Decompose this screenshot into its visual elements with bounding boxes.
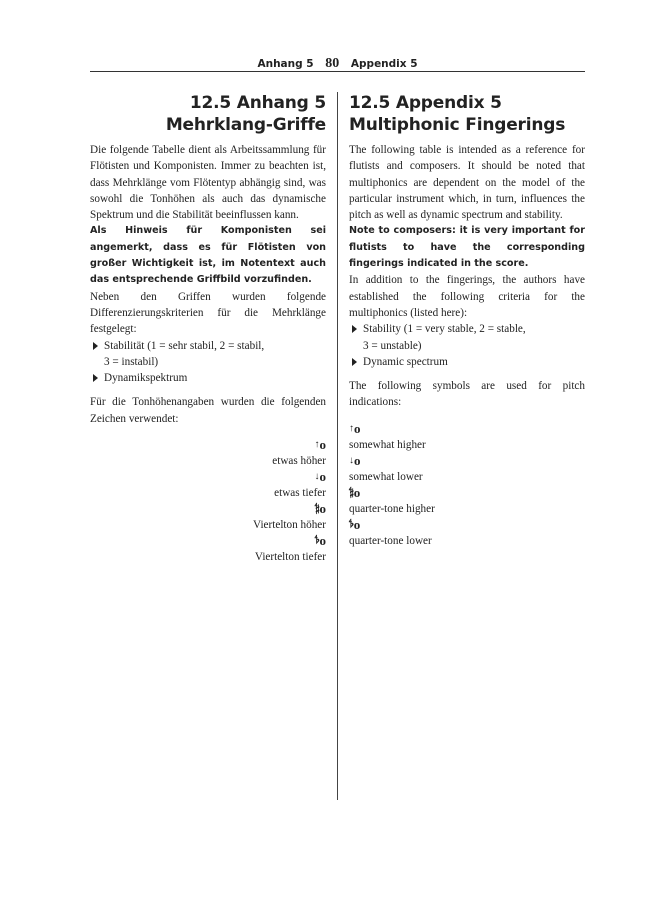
bullet-triangle-icon bbox=[352, 358, 357, 366]
symbol-label: etwas höher bbox=[272, 455, 326, 468]
english-intro-paragraph: The following table is intended as a reference for flutists and composers. It should be noted that multiphonics are dependent on the model of the particular instrument which, in turn, influences the pitch as well as dynamic spectrum and stability. bbox=[349, 144, 585, 222]
german-title-line2: Mehrklang-Griffe bbox=[165, 115, 326, 135]
bullet-triangle-icon bbox=[93, 342, 98, 350]
page-number: 80 bbox=[325, 56, 340, 71]
column-divider bbox=[337, 92, 338, 800]
quarter-flat-note-icon: 𝄳o bbox=[349, 516, 361, 532]
german-symbol-legend bbox=[90, 437, 326, 565]
symbol-label: quarter-tone lower bbox=[349, 534, 432, 547]
german-criteria-paragraph: Neben den Griffen wurden folgende Differenzierungskriterien für die Mehrklänge festgelegt: bbox=[90, 290, 326, 336]
symbol-label: somewhat lower bbox=[349, 470, 423, 483]
english-symbols-paragraph: The following symbols are used for pitch indications: bbox=[349, 380, 585, 409]
english-symbol-legend bbox=[349, 421, 585, 549]
symbol-entry bbox=[349, 421, 585, 453]
german-title-line1: 12.5 Anhang 5 bbox=[189, 93, 326, 113]
bullet-triangle-icon bbox=[352, 325, 357, 333]
symbol-entry bbox=[90, 501, 326, 533]
english-title-line1: 12.5 Appendix 5 bbox=[349, 93, 502, 113]
english-criteria-list bbox=[349, 321, 585, 370]
symbol-label: somewhat higher bbox=[349, 438, 426, 451]
german-symbols-paragraph: Für die Tonhöhenangaben wurden die folgenden Zeichen verwendet: bbox=[90, 396, 326, 425]
german-composer-note: Als Hinweis für Komponisten sei angemerkt, dass es für Flötisten von großer Wichtigkeit ist, im Notentext auch das entsprechende Griffbild vorzufinden. bbox=[90, 225, 326, 286]
quarter-sharp-note-icon: 𝄲o bbox=[314, 501, 326, 517]
arrow-down-note-icon: ↓o bbox=[314, 469, 326, 485]
english-composer-note: Note to composers: it is very important for flutists to have the corresponding fingerings indicated in the score. bbox=[349, 225, 585, 270]
header-rule bbox=[90, 71, 585, 72]
symbol-entry bbox=[90, 533, 326, 565]
symbol-entry bbox=[349, 517, 585, 549]
symbol-label: Viertelton höher bbox=[253, 519, 326, 532]
english-column bbox=[349, 92, 585, 549]
german-criteria-list bbox=[90, 338, 326, 387]
english-title-line2: Multiphonic Fingerings bbox=[349, 115, 566, 135]
quarter-flat-note-icon: 𝄳o bbox=[314, 533, 326, 549]
english-title bbox=[349, 92, 585, 136]
english-criteria-paragraph: In addition to the fingerings, the authors have established the following criteria for the multiphonics (listed here): bbox=[349, 274, 585, 319]
symbol-label: quarter-tone higher bbox=[349, 502, 435, 515]
list-item: Dynamikspektrum bbox=[90, 370, 326, 386]
symbol-entry bbox=[90, 469, 326, 501]
running-header bbox=[90, 56, 585, 70]
quarter-sharp-note-icon: 𝄲o bbox=[349, 484, 361, 500]
german-intro-paragraph: Die folgende Tabelle dient als Arbeitssammlung für Flötisten und Komponisten. Immer zu beachten ist, dass Mehrklänge vom Flötentyp abhängig sind, was sowohl die Tonhöhen als auch das dynamische Spektrum und die Stabilität beeinflussen kann. bbox=[90, 144, 326, 222]
symbol-entry bbox=[90, 437, 326, 469]
arrow-up-note-icon: ↑o bbox=[314, 437, 326, 453]
list-item: Stabilität (1 = sehr stabil, 2 = stabil, bbox=[90, 338, 326, 354]
symbol-label: etwas tiefer bbox=[274, 487, 326, 500]
german-title bbox=[90, 92, 326, 136]
bullet-triangle-icon bbox=[93, 374, 98, 382]
arrow-down-note-icon: ↓o bbox=[349, 452, 361, 468]
list-item-continuation: 3 = instabil) bbox=[104, 355, 159, 368]
header-left: Anhang 5 bbox=[257, 58, 314, 70]
symbol-entry bbox=[349, 485, 585, 517]
list-item-continuation: 3 = unstable) bbox=[363, 339, 422, 352]
list-item: Stability (1 = very stable, 2 = stable, bbox=[349, 321, 585, 337]
symbol-label: Viertelton tiefer bbox=[254, 551, 326, 564]
header-right: Appendix 5 bbox=[350, 58, 418, 70]
arrow-up-note-icon: ↑o bbox=[349, 420, 361, 436]
list-item: Dynamic spectrum bbox=[349, 354, 585, 370]
german-column bbox=[90, 92, 326, 565]
symbol-entry bbox=[349, 453, 585, 485]
